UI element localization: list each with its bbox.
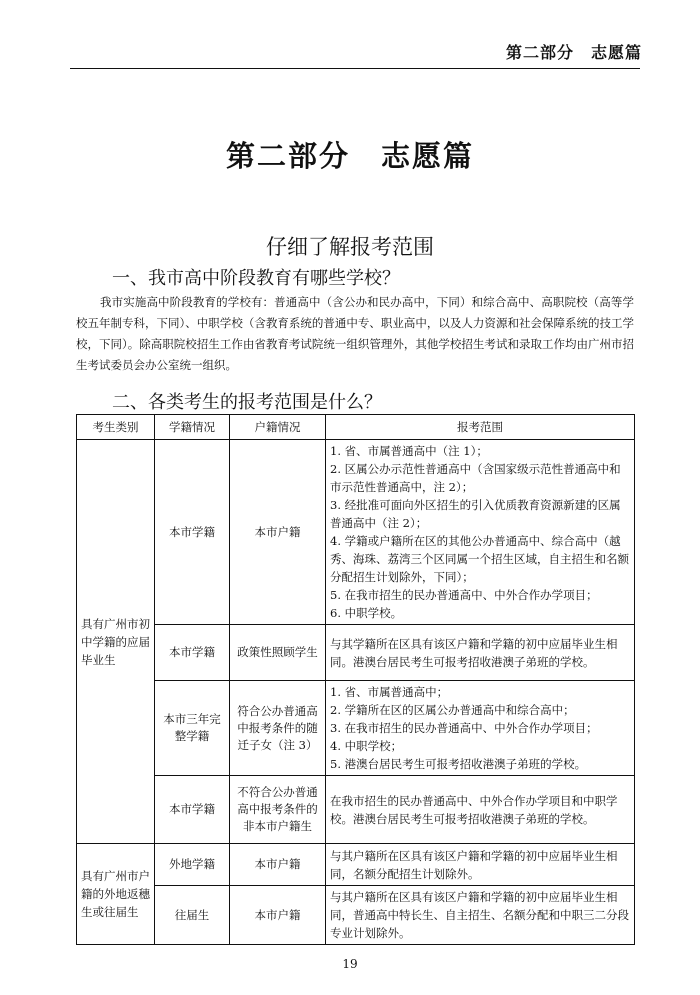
page-number: 19 [342,957,358,971]
section-title: 仔细了解报考范围 [266,235,434,259]
part-title: 第二部分 志愿篇 [225,139,474,173]
huji-cell: 本市户籍 [230,844,326,886]
header-cell-scope: 报考范围 [326,415,635,440]
xueji-cell: 本市学籍 [155,776,230,844]
huji-cell: 本市户籍 [230,886,326,945]
table-row [77,844,635,886]
huji-cell: 不符合公办普通高中报考条件的非本市户籍生 [230,776,326,844]
xueji-cell: 外地学籍 [155,844,230,886]
category-cell: 具有广州市初中学籍的应届毕业生 [77,440,155,844]
huji-cell: 符合公办普通高中报考条件的随迁子女（注 3） [230,681,326,776]
scope-line: 2. 区属公办示范性普通高中（含国家级示范性普通高中和市示范性普通高中，注 2）； [330,462,621,494]
scope-line: 3. 在我市招生的民办普通高中、中外合作办学项目； [330,721,598,735]
scope-line: 在我市招生的民办普通高中、中外合作办学项目和中职学校。港澳台居民考生可报考招收港澳子弟班的学校。 [330,793,618,826]
table-row [77,681,635,776]
scope-line: 3. 经批准可面向外区招生的引入优质教育资源新建的区属普通高中（注 2）； [330,498,621,530]
question-2-heading: 二、各类考生的报考范围是什么？ [112,392,382,413]
scope-cell [326,844,635,886]
huji-cell: 本市户籍 [230,440,326,625]
scope-cell [326,625,635,681]
table-row [77,776,635,844]
scope-line: 与其学籍所在区具有该区户籍和学籍的初中应届毕业生相同。港澳台居民考生可报考招收港澳子弟班的学校。 [330,636,618,669]
scope-cell [326,776,635,844]
scope-line: 5. 港澳台居民考生可报考招收港澳子弟班的学校。 [330,757,587,771]
header-cell-xueji: 学籍情况 [155,415,230,440]
xueji-cell: 本市学籍 [155,625,230,681]
scope-line: 6. 中职学校。 [330,606,403,620]
question-1-heading: 一、我市高中阶段教育有哪些学校？ [112,268,400,289]
xueji-cell: 本市三年完整学籍 [155,681,230,776]
table-row [77,886,635,945]
scope-line: 2. 学籍所在区的区属公办普通高中和综合高中； [330,703,575,717]
scope-line: 1. 省、市属普通高中（注 1）； [330,444,488,458]
scope-cell [326,681,635,776]
application-scope-table [76,414,635,945]
header-cell-huji: 户籍情况 [230,415,326,440]
scope-line: 4. 学籍或户籍所在区的其他公办普通高中、综合高中（越秀、海珠、荔湾三个区同属一个招生区域，自主招生和名额分配招生计划除外，下同）； [330,534,629,584]
scope-line: 与其户籍所在区具有该区户籍和学籍的初中应届毕业生相同，名额分配招生计划除外。 [330,848,618,881]
category-cell: 具有广州市户籍的外地返穗生或往届生 [77,844,155,945]
xueji-cell: 本市学籍 [155,440,230,625]
question-1-paragraph: 我市实施高中阶段教育的学校有：普通高中（含公办和民办高中，下同）和综合高中、高职院校（高等学校五年制专科，下同）、中职学校（含教育系统的普通中专、职业高中，以及人力资源和社会保障系统的技工学校，下同）。除高职院校招生工作由省教育考试院统一组织管理外，其他学校招生考试和录取工作均由广州市招生考试委员会办公室统一组织。 [76,295,634,372]
table-header-row [77,415,635,440]
scope-line: 1. 省、市属普通高中； [330,685,449,699]
header-rule [70,68,640,69]
scope-cell [326,886,635,945]
scope-line: 5. 在我市招生的民办普通高中、中外合作办学项目； [330,588,598,602]
scope-cell [326,440,635,625]
table-row [77,440,635,625]
table-row [77,625,635,681]
running-header: 第二部分 志愿篇 [505,43,642,62]
scope-line: 4. 中职学校； [330,739,403,753]
header-cell-category: 考生类别 [77,415,155,440]
xueji-cell: 往届生 [155,886,230,945]
huji-cell: 政策性照顾学生 [230,625,326,681]
scope-line: 与其户籍所在区具有该区户籍和学籍的初中应届毕业生相同，普通高中特长生、自主招生、名额分配和中职三二分段专业计划除外。 [330,890,629,940]
